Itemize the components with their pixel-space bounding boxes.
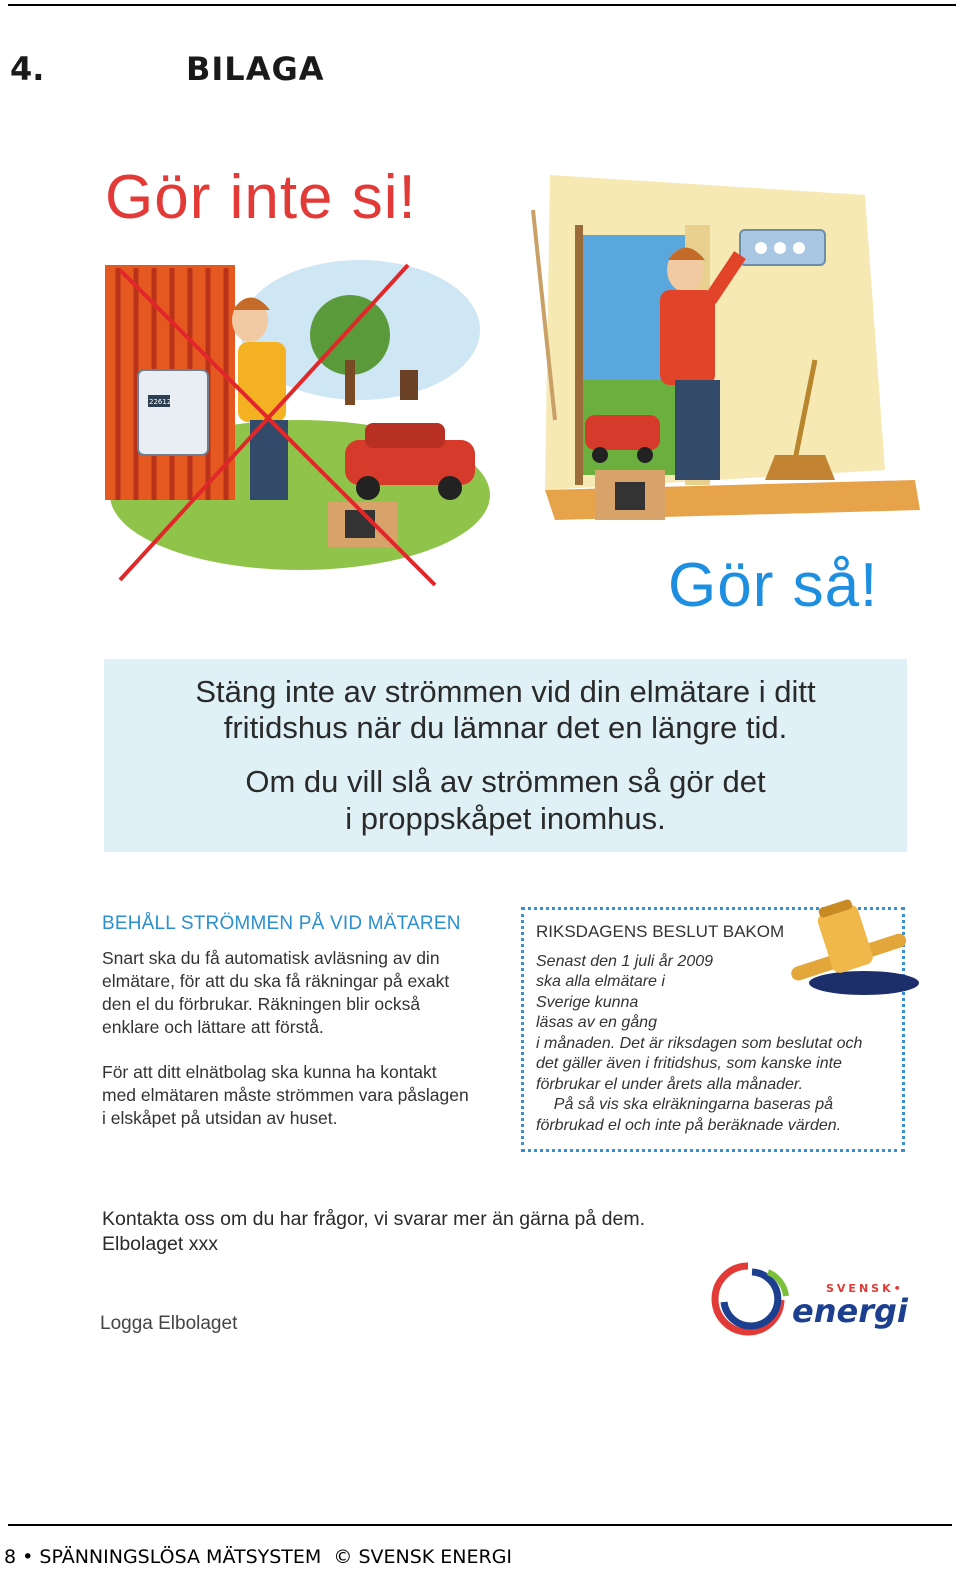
do-headline: Gör så! xyxy=(668,551,879,620)
riksdag-box xyxy=(521,907,905,1152)
top-rule xyxy=(8,4,956,6)
swirl-icon xyxy=(708,1260,790,1338)
dont-illustration xyxy=(100,240,500,590)
riksdag-line: förbrukad el och inte på beräknade värden. xyxy=(536,1117,842,1134)
page-number: 8 xyxy=(4,1546,17,1568)
document-title: SPÄNNINGSLÖSA MÄTSYSTEM xyxy=(39,1546,322,1568)
paragraph-line: enklare och lättare att förstå. xyxy=(102,1017,324,1037)
riksdag-line: På så vis ska elräkningarna baseras på xyxy=(536,1096,834,1113)
riksdag-line: Sverige kunna xyxy=(536,994,639,1011)
brand-large: energi xyxy=(792,1292,908,1330)
paragraph-line: Snart ska du få automatisk avläsning av din xyxy=(102,948,440,968)
banner-line-4: i proppskåpet inomhus. xyxy=(345,801,666,836)
riksdag-line: läsas av en gång xyxy=(536,1014,657,1031)
left-column xyxy=(102,913,502,1130)
section-number: 4. xyxy=(10,50,45,88)
paragraph-line: med elmätaren måste strömmen vara påslagen xyxy=(102,1085,469,1105)
riksdag-line: ska alla elmätare i xyxy=(536,973,665,990)
left-column-heading: BEHÅLL STRÖMMEN PÅ VID MÄTAREN xyxy=(102,913,461,934)
contact-line-2: Elbolaget xxx xyxy=(102,1233,218,1255)
riksdag-line: i månaden. Det är riksdagen som beslutat och xyxy=(536,1035,863,1052)
contact-block xyxy=(102,1207,645,1257)
do-illustration xyxy=(525,170,920,550)
info-banner xyxy=(104,659,907,852)
page-footer xyxy=(4,1546,512,1568)
footer-rule xyxy=(8,1524,952,1526)
banner-line-2: fritidshus när du lämnar det en längre tid. xyxy=(223,710,788,745)
dont-headline: Gör inte si! xyxy=(105,163,417,232)
riksdag-line: Senast den 1 juli år 2009 xyxy=(536,953,714,970)
brand-small: SVENSK• xyxy=(826,1282,904,1295)
left-paragraph-1 xyxy=(102,947,502,1039)
paragraph-line: i elskåpet på utsidan av huset. xyxy=(102,1108,338,1128)
banner-line-3: Om du vill slå av strömmen så gör det xyxy=(245,764,766,799)
banner-line-1: Stäng inte av strömmen vid din elmätare i ditt xyxy=(195,674,816,709)
riksdag-line: det gäller även i fritidshus, som kanske inte xyxy=(536,1055,842,1072)
riksdag-line: förbrukar el under årets alla månader. xyxy=(536,1076,804,1093)
svensk-energi-logo xyxy=(708,1258,908,1340)
paragraph-line: den el du förbrukar. Räkningen blir också xyxy=(102,994,421,1014)
section-title: BILAGA xyxy=(186,50,325,88)
riksdag-heading: RIKSDAGENS BESLUT BAKOM xyxy=(536,922,785,941)
left-paragraph-2 xyxy=(102,1061,502,1130)
copyright: © SVENSK ENERGI xyxy=(333,1546,513,1568)
paragraph-line: För att ditt elnätbolag ska kunna ha kontakt xyxy=(102,1062,437,1082)
contact-line-1: Kontakta oss om du har frågor, vi svarar mer än gärna på dem. xyxy=(102,1208,646,1230)
bullet: • xyxy=(22,1546,34,1568)
paragraph-line: elmätare, för att du ska få räkningar på exakt xyxy=(102,971,450,991)
logo-placeholder: Logga Elbolaget xyxy=(100,1313,238,1334)
meter-number: 22612 xyxy=(149,398,172,406)
gavel-icon xyxy=(729,898,929,1008)
